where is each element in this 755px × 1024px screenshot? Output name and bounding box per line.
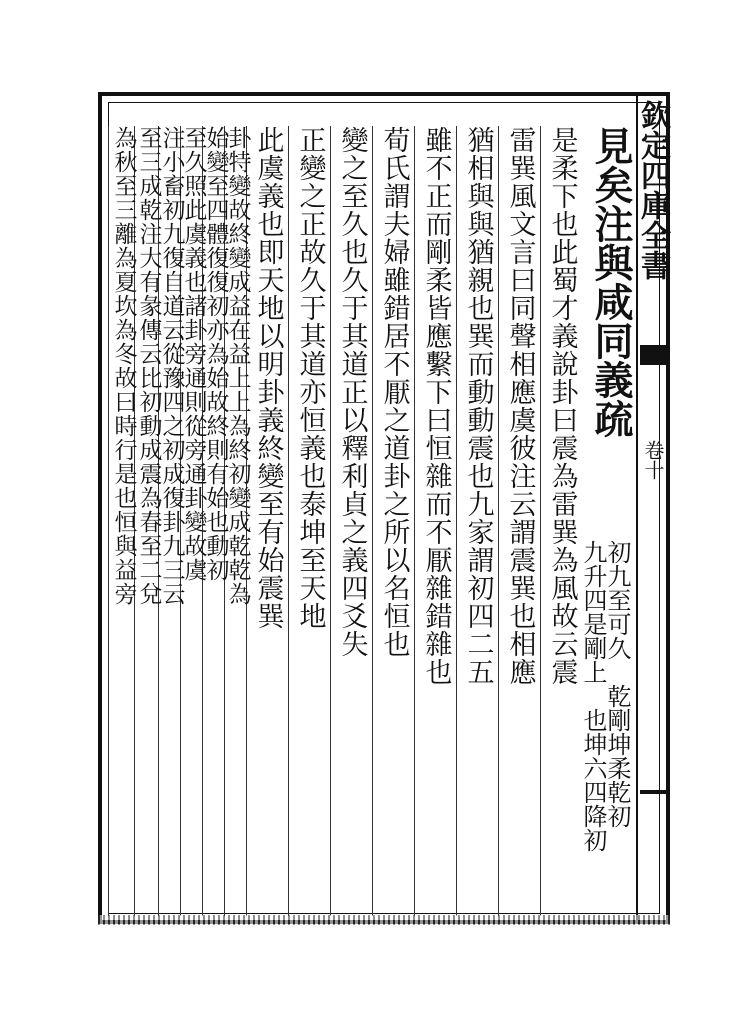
fishtail-line [640, 790, 666, 794]
margin-juan: 卷十 [641, 440, 665, 480]
column-text: 荀氏謂夫婦雖錯居不厭之道卦之所以名恒也 [378, 126, 410, 658]
column-text: 是柔下也此蜀才義說卦曰震為雷巽為風故云震 [546, 126, 578, 686]
column-text: 為秋至三離為夏坎為冬故曰時行是也恒與益旁 [110, 126, 137, 606]
column-text: 至三成乾注大有彖傳云比初動成震為春至二兌 [135, 126, 162, 606]
text-column-5 [372, 126, 414, 916]
heading-sub1 [603, 540, 632, 828]
column-text: 變之至久也久于其道正以釋利貞之義四爻失 [336, 126, 368, 658]
heading-sub2-text: 九升四是剛上 [579, 540, 607, 684]
text-column-1 [540, 126, 582, 916]
column-text: 猶相與與猶親也巽而動動震也九家謂初四二五 [462, 126, 494, 686]
heading-sub4-text: 也坤六四降初 [579, 708, 607, 852]
text-column-7 [288, 126, 330, 916]
column-text: 注小畜初九復自道云從豫四之初成復卦九三云 [158, 126, 185, 606]
text-column-14 [108, 126, 137, 916]
column-text: 至久照此虞義也諸卦旁通則從旁通卦變故虞 [180, 126, 207, 582]
heading-sub3-text: 乾剛坤柔乾初 [603, 684, 631, 828]
bottom-edge-texture [98, 915, 670, 925]
column-text: 卦特變故終變成益在益上上為終初變成乾乾為 [224, 126, 251, 606]
column-text: 雖不正而剛柔皆應繫下曰恒雜而不厭雜錯雜也 [420, 126, 452, 686]
heading-text: 見矣注與咸同義 [588, 126, 634, 399]
fishtail-mark [640, 345, 666, 365]
text-column-2 [498, 126, 540, 916]
text-column-3 [456, 126, 498, 916]
heading-main [583, 126, 635, 546]
text-column-6 [330, 126, 372, 916]
text-column-4 [414, 126, 456, 916]
heading-sub1-text: 初九至可久 [603, 540, 631, 660]
column-text: 此虞義也即天地以明卦義終變至有始震巽 [252, 126, 284, 630]
heading-annotation [579, 540, 632, 910]
margin-title: 欽定四庫全書 [635, 100, 670, 280]
column-text: 雷巽風文言曰同聲相應虞彼注云謂震巽也相應 [504, 126, 536, 686]
heading-sub2 [579, 540, 608, 852]
column-text: 始變至四體復復初亦為始故終則有始也動初 [202, 126, 229, 582]
column-text: 正變之正故久于其道亦恒義也泰坤至天地 [294, 126, 326, 630]
heading-label: 疏 [588, 399, 634, 438]
